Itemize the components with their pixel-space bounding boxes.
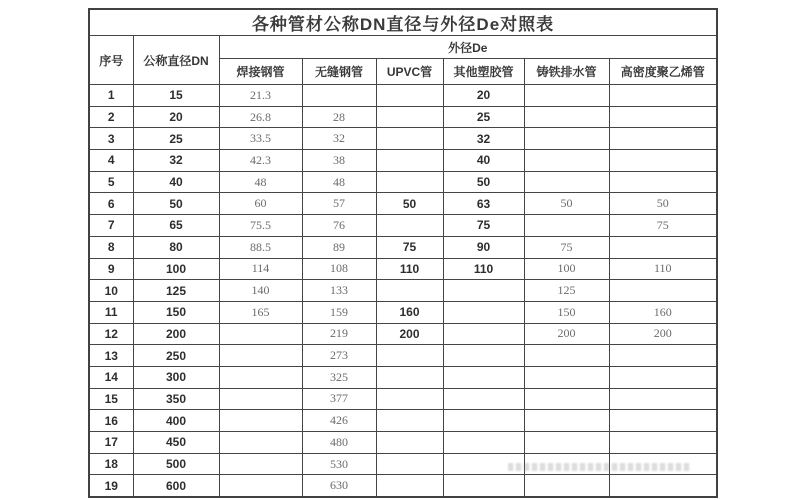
cell-serial: 8 (89, 236, 133, 258)
cell-upvc (376, 215, 443, 237)
cell-hdpe: 110 (609, 258, 717, 280)
table-row (89, 301, 717, 323)
cell-dn: 25 (133, 128, 219, 150)
cell-cast-iron-drain (524, 106, 609, 128)
cell-serial: 4 (89, 150, 133, 172)
cell-dn: 450 (133, 432, 219, 454)
cell-serial: 19 (89, 475, 133, 497)
table-row (89, 258, 717, 280)
cell-dn: 200 (133, 323, 219, 345)
cell-dn: 50 (133, 193, 219, 215)
cell-dn: 80 (133, 236, 219, 258)
cell-hdpe: 200 (609, 323, 717, 345)
cell-serial: 10 (89, 280, 133, 302)
cell-upvc (376, 410, 443, 432)
cell-upvc (376, 171, 443, 193)
cell-other-plastic (443, 410, 524, 432)
table-row (89, 453, 717, 475)
cell-serial: 9 (89, 258, 133, 280)
cell-dn: 125 (133, 280, 219, 302)
cell-upvc (376, 388, 443, 410)
cell-seamless-steel: 38 (302, 150, 376, 172)
pipe-diameter-table (88, 8, 718, 498)
cell-dn: 32 (133, 150, 219, 172)
cell-dn: 65 (133, 215, 219, 237)
cell-upvc: 200 (376, 323, 443, 345)
cell-seamless-steel: 325 (302, 366, 376, 388)
cell-upvc (376, 128, 443, 150)
cell-serial: 5 (89, 171, 133, 193)
cell-hdpe (609, 150, 717, 172)
cell-dn: 250 (133, 345, 219, 367)
cell-hdpe (609, 128, 717, 150)
header-upvc: UPVC管 (376, 59, 443, 85)
cell-seamless-steel: 133 (302, 280, 376, 302)
table-row (89, 388, 717, 410)
cell-other-plastic: 110 (443, 258, 524, 280)
header-serial: 序号 (89, 36, 133, 85)
table-row (89, 106, 717, 128)
cell-other-plastic: 63 (443, 193, 524, 215)
cell-welded-steel (219, 345, 302, 367)
table-row (89, 366, 717, 388)
cell-cast-iron-drain (524, 150, 609, 172)
cell-upvc (376, 453, 443, 475)
cell-hdpe (609, 366, 717, 388)
table-row (89, 236, 717, 258)
cell-other-plastic (443, 453, 524, 475)
cell-seamless-steel: 28 (302, 106, 376, 128)
cell-dn: 350 (133, 388, 219, 410)
cell-hdpe (609, 388, 717, 410)
cell-cast-iron-drain: 125 (524, 280, 609, 302)
cell-other-plastic (443, 366, 524, 388)
cell-seamless-steel (302, 85, 376, 107)
cell-dn: 40 (133, 171, 219, 193)
cell-cast-iron-drain (524, 171, 609, 193)
cell-welded-steel: 165 (219, 301, 302, 323)
cell-cast-iron-drain: 75 (524, 236, 609, 258)
cell-seamless-steel: 426 (302, 410, 376, 432)
cell-other-plastic: 50 (443, 171, 524, 193)
header-seamless-steel: 无缝钢管 (302, 59, 376, 85)
cell-other-plastic (443, 280, 524, 302)
cell-welded-steel (219, 475, 302, 497)
table-row (89, 345, 717, 367)
cell-welded-steel (219, 432, 302, 454)
table-row (89, 280, 717, 302)
table-row (89, 171, 717, 193)
cell-other-plastic (443, 301, 524, 323)
cell-other-plastic: 20 (443, 85, 524, 107)
cell-serial: 17 (89, 432, 133, 454)
cell-seamless-steel: 48 (302, 171, 376, 193)
header-nominal-dn: 公称直径DN (133, 36, 219, 85)
cell-hdpe (609, 106, 717, 128)
cell-welded-steel: 60 (219, 193, 302, 215)
cell-welded-steel (219, 366, 302, 388)
cell-cast-iron-drain (524, 345, 609, 367)
cell-welded-steel (219, 388, 302, 410)
cell-seamless-steel: 108 (302, 258, 376, 280)
cell-serial: 6 (89, 193, 133, 215)
cell-upvc (376, 106, 443, 128)
cell-other-plastic: 90 (443, 236, 524, 258)
cell-seamless-steel: 76 (302, 215, 376, 237)
cell-hdpe: 50 (609, 193, 717, 215)
table-row (89, 215, 717, 237)
header-welded-steel: 焊接钢管 (219, 59, 302, 85)
table-row (89, 475, 717, 497)
cell-dn: 600 (133, 475, 219, 497)
cell-cast-iron-drain (524, 215, 609, 237)
cell-upvc (376, 345, 443, 367)
cell-other-plastic (443, 475, 524, 497)
cell-hdpe (609, 475, 717, 497)
cell-hdpe: 75 (609, 215, 717, 237)
table-row (89, 410, 717, 432)
cell-serial: 13 (89, 345, 133, 367)
table-row (89, 323, 717, 345)
cell-seamless-steel: 57 (302, 193, 376, 215)
cell-cast-iron-drain (524, 432, 609, 454)
cell-dn: 300 (133, 366, 219, 388)
cell-welded-steel: 26.8 (219, 106, 302, 128)
cell-upvc (376, 280, 443, 302)
cell-dn: 500 (133, 453, 219, 475)
cell-other-plastic: 32 (443, 128, 524, 150)
cell-welded-steel: 75.5 (219, 215, 302, 237)
cell-welded-steel (219, 410, 302, 432)
cell-cast-iron-drain (524, 475, 609, 497)
cell-seamless-steel: 480 (302, 432, 376, 454)
cell-other-plastic (443, 388, 524, 410)
table-row (89, 432, 717, 454)
cell-other-plastic: 40 (443, 150, 524, 172)
table-row (89, 193, 717, 215)
cell-hdpe (609, 453, 717, 475)
cell-welded-steel: 88.5 (219, 236, 302, 258)
cell-hdpe (609, 171, 717, 193)
cell-cast-iron-drain (524, 128, 609, 150)
cell-welded-steel (219, 453, 302, 475)
cell-seamless-steel: 377 (302, 388, 376, 410)
cell-dn: 15 (133, 85, 219, 107)
cell-cast-iron-drain (524, 366, 609, 388)
cell-dn: 100 (133, 258, 219, 280)
cell-other-plastic (443, 432, 524, 454)
cell-upvc: 110 (376, 258, 443, 280)
cell-upvc (376, 475, 443, 497)
cell-hdpe: 160 (609, 301, 717, 323)
cell-serial: 16 (89, 410, 133, 432)
cell-upvc (376, 150, 443, 172)
cell-dn: 400 (133, 410, 219, 432)
cell-serial: 3 (89, 128, 133, 150)
cell-other-plastic (443, 345, 524, 367)
cell-serial: 2 (89, 106, 133, 128)
cell-welded-steel: 21.3 (219, 85, 302, 107)
cell-cast-iron-drain: 50 (524, 193, 609, 215)
cell-cast-iron-drain (524, 410, 609, 432)
cell-cast-iron-drain (524, 453, 609, 475)
cell-seamless-steel: 219 (302, 323, 376, 345)
cell-welded-steel (219, 323, 302, 345)
cell-welded-steel: 48 (219, 171, 302, 193)
cell-serial: 7 (89, 215, 133, 237)
cell-serial: 11 (89, 301, 133, 323)
cell-dn: 150 (133, 301, 219, 323)
cell-other-plastic: 75 (443, 215, 524, 237)
cell-serial: 1 (89, 85, 133, 107)
cell-welded-steel: 114 (219, 258, 302, 280)
cell-upvc (376, 85, 443, 107)
cell-upvc: 50 (376, 193, 443, 215)
cell-upvc (376, 366, 443, 388)
cell-cast-iron-drain (524, 388, 609, 410)
header-hdpe: 高密度聚乙烯管 (609, 59, 717, 85)
cell-cast-iron-drain: 150 (524, 301, 609, 323)
cell-hdpe (609, 410, 717, 432)
cell-hdpe (609, 280, 717, 302)
cell-cast-iron-drain: 100 (524, 258, 609, 280)
cell-welded-steel: 42.3 (219, 150, 302, 172)
cell-upvc (376, 432, 443, 454)
table-row (89, 85, 717, 107)
cell-hdpe (609, 236, 717, 258)
cell-serial: 18 (89, 453, 133, 475)
cell-dn: 20 (133, 106, 219, 128)
table-row (89, 128, 717, 150)
cell-welded-steel: 140 (219, 280, 302, 302)
header-other-plastic: 其他塑胶管 (443, 59, 524, 85)
cell-seamless-steel: 530 (302, 453, 376, 475)
cell-cast-iron-drain: 200 (524, 323, 609, 345)
header-outer-de-group: 外径De (219, 36, 717, 59)
cell-other-plastic (443, 323, 524, 345)
header-cast-iron-drain: 铸铁排水管 (524, 59, 609, 85)
cell-serial: 12 (89, 323, 133, 345)
cell-cast-iron-drain (524, 85, 609, 107)
cell-hdpe (609, 85, 717, 107)
cell-serial: 15 (89, 388, 133, 410)
cell-upvc: 160 (376, 301, 443, 323)
cell-hdpe (609, 432, 717, 454)
cell-seamless-steel: 159 (302, 301, 376, 323)
cell-seamless-steel: 273 (302, 345, 376, 367)
cell-serial: 14 (89, 366, 133, 388)
cell-seamless-steel: 630 (302, 475, 376, 497)
cell-seamless-steel: 32 (302, 128, 376, 150)
cell-upvc: 75 (376, 236, 443, 258)
cell-seamless-steel: 89 (302, 236, 376, 258)
cell-other-plastic: 25 (443, 106, 524, 128)
table-row (89, 150, 717, 172)
table-title: 各种管材公称DN直径与外径De对照表 (89, 9, 717, 36)
cell-hdpe (609, 345, 717, 367)
cell-welded-steel: 33.5 (219, 128, 302, 150)
